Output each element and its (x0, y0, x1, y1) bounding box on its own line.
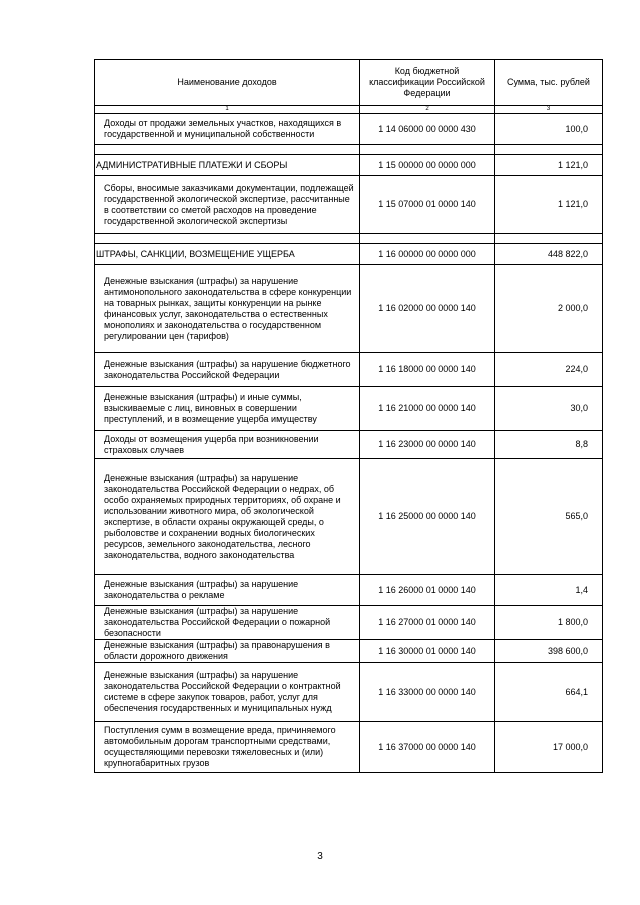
table-row (95, 459, 603, 575)
spacer-cell (495, 145, 603, 155)
table-row (95, 176, 603, 234)
name-cell: Денежные взыскания (штрафы) за нарушение законодательства Российской Федерации о недрах, об особо охраняемых природных территориях, об охране и использовании животного мира, об экологической экспертизе, в области охраны окружающей среды, о рыболовстве и сохранении водных биологических ресурсов, земельного законодательства, лесного законодательства, водного законодательства (95, 459, 360, 575)
table-row (95, 722, 603, 773)
code-cell: 1 16 25000 00 0000 140 (360, 459, 495, 575)
name-cell: Денежные взыскания (штрафы) за нарушение законодательства о рекламе (95, 575, 360, 606)
sum-cell: 448 822,0 (495, 244, 603, 265)
name-cell: Денежные взыскания (штрафы) за нарушение антимонопольного законодательства в сфере конкуренции на товарных рынках, защиты конкуренции на рынке финансовых услуг, законодательства о естественных монополиях и законодательства о государственном регулировании цен (тарифов) (95, 265, 360, 353)
spacer-cell (360, 145, 495, 155)
sum-cell: 8,8 (495, 431, 603, 459)
code-cell: 1 16 26000 01 0000 140 (360, 575, 495, 606)
table-row (95, 663, 603, 722)
table-row (95, 114, 603, 145)
revenue-table (94, 59, 603, 773)
header-code-cell (360, 60, 495, 106)
column-number: 3 (495, 106, 603, 114)
name-cell: Денежные взыскания (штрафы) за правонарушения в области дорожного движения (95, 640, 360, 663)
code-cell: 1 16 00000 00 0000 000 (360, 244, 495, 265)
header-name-label: Наименование доходов (177, 77, 277, 87)
name-cell: Поступления сумм в возмещение вреда, причиняемого автомобильным дорогам транспортными средствами, осуществляющими перевозки тяжеловесных и (или) крупногабаритных грузов (95, 722, 360, 773)
sum-cell: 565,0 (495, 459, 603, 575)
sum-cell: 2 000,0 (495, 265, 603, 353)
code-cell: 1 16 37000 00 0000 140 (360, 722, 495, 773)
name-cell: Доходы от продажи земельных участков, находящихся в государственной и муниципальной собственности (95, 114, 360, 145)
spacer-row (95, 145, 603, 155)
table-row (95, 575, 603, 606)
spacer-cell (360, 234, 495, 244)
table-row (95, 265, 603, 353)
code-cell: 1 14 06000 00 0000 430 (360, 114, 495, 145)
code-cell: 1 16 21000 00 0000 140 (360, 387, 495, 431)
code-cell: 1 16 27000 01 0000 140 (360, 606, 495, 640)
name-cell: Денежные взыскания (штрафы) за нарушение законодательства Российской Федерации о контрактной системе в сфере закупок товаров, работ, услуг для обеспечения государственных и муниципальных нужд (95, 663, 360, 722)
table-row (95, 640, 603, 663)
column-number: 1 (95, 106, 360, 114)
header-name-cell (95, 60, 360, 106)
sum-cell: 224,0 (495, 353, 603, 387)
code-cell: 1 16 02000 00 0000 140 (360, 265, 495, 353)
code-cell: 1 16 18000 00 0000 140 (360, 353, 495, 387)
table-row (95, 431, 603, 459)
table-row (95, 353, 603, 387)
page-number: 3 (317, 851, 323, 862)
sum-cell: 100,0 (495, 114, 603, 145)
header-sum-cell (495, 60, 603, 106)
name-cell: АДМИНИСТРАТИВНЫЕ ПЛАТЕЖИ И СБОРЫ (95, 155, 360, 176)
sum-cell: 1,4 (495, 575, 603, 606)
sum-cell: 17 000,0 (495, 722, 603, 773)
name-cell: Денежные взыскания (штрафы) и иные суммы, взыскиваемые с лиц, виновных в совершении преступлений, и в возмещение ущерба имуществу (95, 387, 360, 431)
sum-cell: 1 800,0 (495, 606, 603, 640)
section-row (95, 244, 603, 265)
spacer-cell (495, 234, 603, 244)
code-cell: 1 15 00000 00 0000 000 (360, 155, 495, 176)
code-cell: 1 16 33000 00 0000 140 (360, 663, 495, 722)
header-code-label: Код бюджетной классификации Российской Федерации (369, 66, 485, 98)
sum-cell: 398 600,0 (495, 640, 603, 663)
section-row (95, 155, 603, 176)
spacer-row (95, 234, 603, 244)
sum-cell: 1 121,0 (495, 176, 603, 234)
sum-cell: 1 121,0 (495, 155, 603, 176)
table-row (95, 606, 603, 640)
sum-cell: 30,0 (495, 387, 603, 431)
table-row (95, 387, 603, 431)
name-cell: ШТРАФЫ, САНКЦИИ, ВОЗМЕЩЕНИЕ УЩЕРБА (95, 244, 360, 265)
column-number-row (95, 106, 603, 114)
table-header-row (95, 60, 603, 106)
name-cell: Доходы от возмещения ущерба при возникновении страховых случаев (95, 431, 360, 459)
name-cell: Денежные взыскания (штрафы) за нарушение бюджетного законодательства Российской Федерации (95, 353, 360, 387)
code-cell: 1 15 07000 01 0000 140 (360, 176, 495, 234)
spacer-cell (95, 145, 360, 155)
name-cell: Сборы, вносимые заказчиками документации, подлежащей государственной экологической экспертизе, рассчитанные в соответствии со сметой расходов на проведение государственной экологической экспертизы (95, 176, 360, 234)
header-sum-label: Сумма, тыс. рублей (507, 77, 590, 87)
name-cell: Денежные взыскания (штрафы) за нарушение законодательства Российской Федерации о пожарной безопасности (95, 606, 360, 640)
code-cell: 1 16 23000 00 0000 140 (360, 431, 495, 459)
sum-cell: 664,1 (495, 663, 603, 722)
column-number: 2 (360, 106, 495, 114)
code-cell: 1 16 30000 01 0000 140 (360, 640, 495, 663)
spacer-cell (95, 234, 360, 244)
